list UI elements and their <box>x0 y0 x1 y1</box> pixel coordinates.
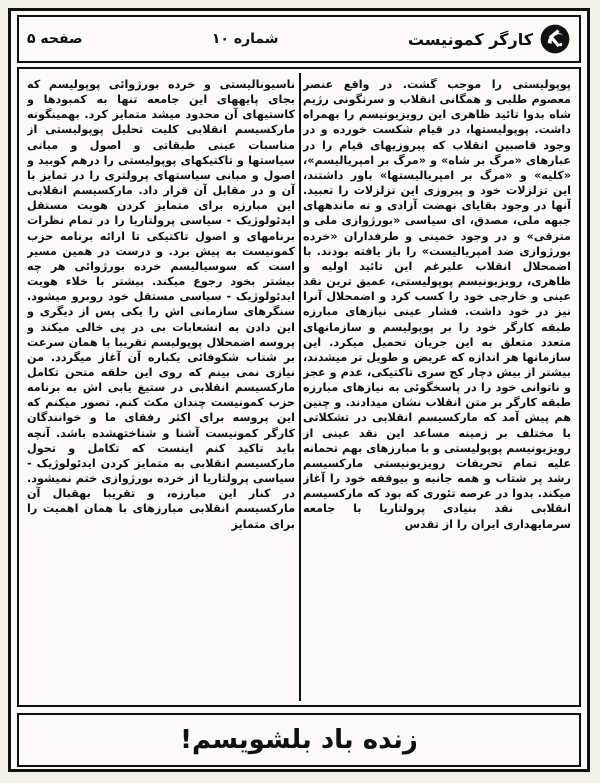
issue-number: شماره ۱۰ <box>211 31 279 47</box>
page-header <box>17 15 581 63</box>
article-column-right: پوپولیستی را موجب گشت. در واقع عنصر معصوم طلبی و همگانی انقلاب و سرنگونی رژیم شاه بدوا تائید ظاهری این رویزیونیسم را بهمراه داشت. پوپولیستها، در قیام شکست خورده و در وجود قاصبین انقلاب که پیروزیهای قیام را در عبارهای «مرگ بر شاه» و «مرگ بر امپریالیسم»، «کلیه» و «مرگ بر امپریالیستها» باور داشتند، این تزلزلات خود و پیروزی این تزلزلات را تعبید. آنها در وجود بقایای نهضت آزادی و نه ماندههای جبهه ملی، مصدق، ای سیاسی «بورژوازی ملی و مترقی» و در وجود خمینی و طرفداران «خرده بورژوازی ضد امپریالیست» را باز یافته بودند. با اضمحلال انقلاب علیرغم این تائید اولیه و ظاهری، رویزیونیسم پوپولیستی، عمیق ترین نقد عینی و خارجی خود را کسب کرد و اضمحلال آنرا نیز در خود داشت. فشار عینی نیازهای مبارزه طبقه کارگر خود را بر پوپولیسم و سازمانهای متعدد متعلق به این جریان تحمیل میکرد. این سازمانها هر اندازه که عریض و طویل تر میشدند، بیشتر از بیش دچار کج سری تاکتیکی، عدم و عجز و ناتوانی خود را در پاسخگوئی به نیازهای مبارزه طبقه کارگر بر متن انقلاب نشان میدادند. و چنین هم پیش آمد که مارکسیسم انقلابی در تشکلاتی با مختلف بر زمینه مساعد این نقد عینی از رویزیونیسم پوپولیستی و با مبارزهای بهم تحمانه علیه تمام تحریفات رویزیونیستی مارکسیسم رشد پر شتاب و همه جانبه و بیوقفه خود را آغاز میکند. بدوا در عرصه تئوری که بود که مارکسیسم انقلابی نقد بنیادی پرولتاریا با جامعه سرمایهداری ایران را از تقدس <box>303 78 571 531</box>
newspaper-title: کارگر کمونیست <box>407 29 533 49</box>
newspaper-page <box>8 8 590 772</box>
article-body <box>17 67 581 707</box>
masthead <box>408 23 571 55</box>
article-column-left: ناسیونالیستی و خرده بورژوائی پوپولیسم که بجای پایههای این جامعه تنها به کمبودها و کاستیهای آن محدود میشد متمایز کرد. بهمینگونه مارکسیسم انقلابی کلیت تحلیل پوپولیستی از مناسبات عینی طبقاتی و اصول و مبانی سیاستها و تاکتیکهای پوپولیستی را درهم کوبید و اصول و مبانی سیاستهای پرولتری را در تمایز با آن و در مقابل آن قرار داد. مارکسیسم انقلابی این مبارزه برای متمایز کردن هویت مستقل ایدئولوژیک - سیاسی پرولتاریا را در تمام نظرات برنامهای و اصول تاکتیکی تا ارائه برنامه حزب کمونیست به پیش برد. و درست در همین مسیر است که سوسیالیسم خرده بورژوائی هر چه بیشتر بخود رجوع میکند. بیشتر با خلاء هویت ایدئولوژیک - سیاسی مستقل خود روبرو میشود. سنگرهای سازمانی اش را یکی پس از دیگری و این دادن به انشعابات بی در پی خالی میکند و پروسه اضمحلال پوپولیسم تقریبا با همان سرعت بر شتاب شکوفائی یکباره آن آغاز میگردد. من نیازی نمی بینم که روی این حلقه متحن تکامل مارکسیسم انقلابی در ستیغ یابی اش به برنامه حزب کمونیست چندان مکث کنم. تصور میکنم که این پروسه برای اکثر رفقای ما و خوانندگان کارگر کمونیست آشنا و شناختهشده باشد. آنچه باید تاکید کنم اینست که تکامل و تحول مارکسیسم انقلابی به متمایز کردن ایدئولوژیک - سیاسی پرولتاریا از خرده بورژوازی ختم نمیشود. در کنار این مبارزه، و تقریبا بهقبال آن مارکسیسم انقلابی مبارزهای با همان اهمیت را برای متمایز <box>27 78 295 531</box>
footer-slogan: زنده باد بلشویسم! <box>17 713 581 767</box>
page-number: صفحه ۵ <box>27 31 83 47</box>
hammer-sickle-icon <box>539 23 571 55</box>
column-divider <box>299 73 301 701</box>
